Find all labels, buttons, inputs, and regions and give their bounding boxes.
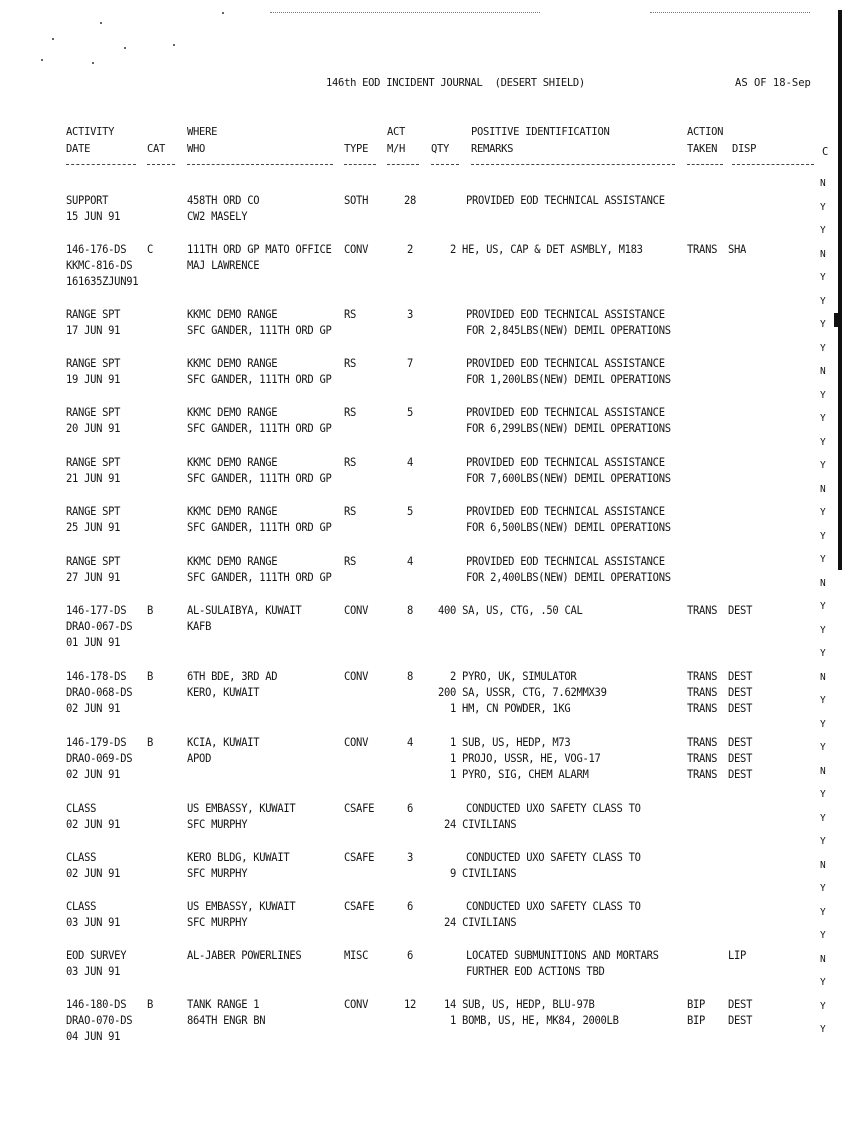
entry-mh: 5 xyxy=(406,406,414,420)
entry-mh: 6 xyxy=(406,900,414,914)
entry-remark-line: PROVIDED EOD TECHNICAL ASSISTANCE xyxy=(466,406,665,420)
margin-flag: Y xyxy=(820,389,826,401)
header-rule xyxy=(732,164,814,165)
entry-action: BIP xyxy=(687,1014,706,1028)
entry-mh: 4 xyxy=(406,555,414,569)
entry-type: CONV xyxy=(344,670,369,684)
scan-speck xyxy=(41,59,43,61)
entry-remark-line: 200 SA, USSR, CTG, 7.62MMX39 xyxy=(438,686,607,700)
margin-flag: Y xyxy=(820,201,826,213)
entry-remark-line: PROVIDED EOD TECHNICAL ASSISTANCE xyxy=(466,308,665,322)
entry-remark-line: CONDUCTED UXO SAFETY CLASS TO xyxy=(466,802,641,816)
entry-where: KKMC DEMO RANGE xyxy=(187,505,278,519)
entry-disp: DEST xyxy=(728,686,753,700)
entry-mh: 5 xyxy=(406,505,414,519)
margin-flag: Y xyxy=(820,742,826,753)
entry-mh: 28 xyxy=(403,194,417,208)
page-title: 146th EOD INCIDENT JOURNAL (DESERT SHIELD) xyxy=(326,77,585,89)
entry-action: TRANS xyxy=(687,670,718,684)
entry-type: MISC xyxy=(344,949,369,963)
entry-remark-line: PROVIDED EOD TECHNICAL ASSISTANCE xyxy=(466,456,665,470)
entry-date: KKMC-816-DS xyxy=(66,259,133,273)
entry-where: TANK RANGE 1 xyxy=(187,998,260,1012)
col-disp-header xyxy=(732,141,756,157)
margin-flag: N xyxy=(820,248,826,260)
entry-activity: RANGE SPT xyxy=(66,456,121,470)
margin-flag: Y xyxy=(820,413,826,424)
entry-cat: B xyxy=(147,604,154,618)
entry-mh: 4 xyxy=(406,456,414,470)
entry-where: US EMBASSY, KUWAIT xyxy=(187,900,296,914)
margin-flag: N xyxy=(820,178,826,189)
entry-mh: 4 xyxy=(406,736,414,750)
entry-type: CSAFE xyxy=(344,802,375,816)
entry-cat: B xyxy=(147,998,154,1012)
entry-disp: DEST xyxy=(728,670,753,684)
entry-remark-line: FOR 7,600LBS(NEW) DEMIL OPERATIONS xyxy=(466,472,671,486)
entry-activity: RANGE SPT xyxy=(66,555,121,569)
entry-where: AL-SULAIBYA, KUWAIT xyxy=(187,604,302,618)
entry-date: DRAO-070-DS xyxy=(66,1014,133,1028)
entry-disp: LIP xyxy=(728,949,747,963)
entry-remark-line: CONDUCTED UXO SAFETY CLASS TO xyxy=(466,900,641,914)
entry-mh: 3 xyxy=(406,851,414,865)
header-rule xyxy=(687,164,723,165)
entry-activity: SUPPORT xyxy=(66,194,109,208)
entry-extra: 01 JUN 91 xyxy=(66,636,121,650)
col-taken-header xyxy=(687,141,717,157)
entry-disp: DEST xyxy=(728,702,753,716)
header-rule xyxy=(431,164,459,165)
margin-flag: N xyxy=(820,953,826,965)
entry-type: RS xyxy=(344,308,357,322)
margin-flag: Y xyxy=(820,319,826,330)
margin-flag: Y xyxy=(820,1024,826,1035)
entry-type: CSAFE xyxy=(344,851,375,865)
entry-remark-line: PROVIDED EOD TECHNICAL ASSISTANCE xyxy=(466,505,665,519)
entry-disp: DEST xyxy=(728,768,753,782)
col-type-label: TYPE xyxy=(344,143,369,155)
entry-mh: 3 xyxy=(406,308,414,322)
entry-cat: B xyxy=(147,736,154,750)
col-who-header xyxy=(187,141,205,157)
margin-flag: Y xyxy=(820,460,826,471)
entry-type: RS xyxy=(344,357,357,371)
col-taken-label: TAKEN xyxy=(687,143,718,155)
entry-remark-line: LOCATED SUBMUNITIONS AND MORTARS xyxy=(466,949,659,963)
margin-flag: Y xyxy=(820,977,826,988)
margin-flag: N xyxy=(820,577,826,589)
entry-type: CONV xyxy=(344,998,369,1012)
entry-activity: RANGE SPT xyxy=(66,505,121,519)
entry-remark-line: 1 HM, CN POWDER, 1KG xyxy=(450,702,571,716)
col-where-header xyxy=(187,124,217,140)
entry-where: 111TH ORD GP MATO OFFICE xyxy=(187,243,332,257)
entry-activity: 146-179-DS xyxy=(66,736,127,750)
entry-date: 27 JUN 91 xyxy=(66,571,121,585)
scan-speck xyxy=(222,12,224,14)
entry-disp: DEST xyxy=(728,1014,753,1028)
margin-flag: N xyxy=(820,366,826,377)
entry-date: 25 JUN 91 xyxy=(66,521,121,535)
entry-disp: DEST xyxy=(728,736,753,750)
entry-mh: 7 xyxy=(406,357,414,371)
margin-flag: Y xyxy=(820,507,826,518)
entry-date: 03 JUN 91 xyxy=(66,916,121,930)
col-activity-label: ACTIVITY xyxy=(66,126,115,138)
entry-where: US EMBASSY, KUWAIT xyxy=(187,802,296,816)
entry-remark-line: 400 SA, US, CTG, .50 CAL xyxy=(438,604,583,618)
entry-disp: DEST xyxy=(728,604,753,618)
margin-flag: Y xyxy=(820,883,826,894)
entry-extra: 02 JUN 91 xyxy=(66,768,121,782)
entry-date: 19 JUN 91 xyxy=(66,373,121,387)
entry-activity: RANGE SPT xyxy=(66,357,121,371)
margin-flag: Y xyxy=(820,930,826,941)
margin-flag: Y xyxy=(820,906,826,918)
entry-disp: SHA xyxy=(728,243,747,257)
entry-mh: 2 xyxy=(406,243,414,257)
col-c-header: C xyxy=(822,146,829,158)
entry-action: TRANS xyxy=(687,752,718,766)
entry-action: TRANS xyxy=(687,736,718,750)
entry-cat: B xyxy=(147,670,154,684)
entry-remark-line: 1 PYRO, SIG, CHEM ALARM xyxy=(450,768,589,782)
entry-type: RS xyxy=(344,505,357,519)
entry-where: KKMC DEMO RANGE xyxy=(187,406,278,420)
entry-remark-line: 24 CIVILIANS xyxy=(444,916,517,930)
entry-mh: 6 xyxy=(406,949,414,963)
entry-date: 15 JUN 91 xyxy=(66,210,121,224)
entry-where: KKMC DEMO RANGE xyxy=(187,308,278,322)
entry-remark-line: FOR 6,500LBS(NEW) DEMIL OPERATIONS xyxy=(466,521,671,535)
entry-remark-line: 2 PYRO, UK, SIMULATOR xyxy=(450,670,577,684)
margin-flag: Y xyxy=(820,530,826,542)
entry-type: RS xyxy=(344,555,357,569)
col-cat-header xyxy=(147,141,165,157)
col-disp-label: DISP xyxy=(732,143,757,155)
margin-flag: N xyxy=(820,765,826,777)
entry-type: CONV xyxy=(344,604,369,618)
entry-date: 03 JUN 91 xyxy=(66,965,121,979)
entry-extra: 04 JUN 91 xyxy=(66,1030,121,1044)
entry-remark-line: FOR 2,400LBS(NEW) DEMIL OPERATIONS xyxy=(466,571,671,585)
col-date-header xyxy=(66,141,90,157)
entry-where: KERO BLDG, KUWAIT xyxy=(187,851,290,865)
col-date-label: DATE xyxy=(66,143,91,155)
entry-where: KCIA, KUWAIT xyxy=(187,736,260,750)
margin-flag: Y xyxy=(820,624,826,636)
col-cat-label: CAT xyxy=(147,143,166,155)
col-type-header xyxy=(344,141,368,157)
entry-mh: 12 xyxy=(403,998,417,1012)
entry-remark-line: 1 BOMB, US, HE, MK84, 2000LB xyxy=(450,1014,619,1028)
entry-who: SFC GANDER, 111TH ORD GP xyxy=(187,373,332,387)
entry-activity: RANGE SPT xyxy=(66,308,121,322)
margin-flag: Y xyxy=(820,436,826,448)
entry-date: DRAO-067-DS xyxy=(66,620,133,634)
entry-activity: EOD SURVEY xyxy=(66,949,127,963)
entry-mh: 8 xyxy=(406,604,414,618)
entry-remark-line: FOR 2,845LBS(NEW) DEMIL OPERATIONS xyxy=(466,324,671,338)
margin-flag: Y xyxy=(820,789,826,800)
scan-speck xyxy=(52,38,54,40)
entry-activity: 146-177-DS xyxy=(66,604,127,618)
entry-activity: CLASS xyxy=(66,900,97,914)
margin-flag: Y xyxy=(820,601,826,612)
scan-speck xyxy=(92,62,94,64)
header-rule xyxy=(471,164,675,165)
margin-flag: Y xyxy=(820,1000,826,1012)
entry-type: SOTH xyxy=(344,194,369,208)
entry-who: SFC GANDER, 111TH ORD GP xyxy=(187,571,332,585)
entry-who: APOD xyxy=(187,752,212,766)
margin-flag: N xyxy=(820,671,826,683)
col-posid-header xyxy=(471,124,610,140)
entry-who: SFC MURPHY xyxy=(187,867,248,881)
entry-remark-line: PROVIDED EOD TECHNICAL ASSISTANCE xyxy=(466,194,665,208)
entry-action: TRANS xyxy=(687,604,718,618)
col-where-label: WHERE xyxy=(187,126,218,138)
entry-activity: CLASS xyxy=(66,802,97,816)
col-act-header xyxy=(387,124,405,140)
entry-who: CW2 MASELY xyxy=(187,210,248,224)
entry-date: 20 JUN 91 xyxy=(66,422,121,436)
entry-who: 864TH ENGR BN xyxy=(187,1014,266,1028)
entry-mh: 6 xyxy=(406,802,414,816)
entry-type: CSAFE xyxy=(344,900,375,914)
margin-flag: N xyxy=(820,859,826,871)
entry-date: 17 JUN 91 xyxy=(66,324,121,338)
entry-activity: 146-178-DS xyxy=(66,670,127,684)
margin-flag: Y xyxy=(820,272,826,283)
margin-flag: Y xyxy=(820,695,826,706)
col-qty-label: QTY xyxy=(431,143,450,155)
entry-activity: 146-176-DS xyxy=(66,243,127,257)
entry-remark-line: FOR 6,299LBS(NEW) DEMIL OPERATIONS xyxy=(466,422,671,436)
col-mh-header xyxy=(387,141,405,157)
scan-speck xyxy=(124,47,126,49)
entry-who: SFC GANDER, 111TH ORD GP xyxy=(187,472,332,486)
as-of-date: AS OF 18-Sep xyxy=(735,77,811,89)
col-who-label: WHO xyxy=(187,143,206,155)
col-qty-header xyxy=(431,141,449,157)
entry-date: 02 JUN 91 xyxy=(66,818,121,832)
entry-where: KKMC DEMO RANGE xyxy=(187,555,278,569)
entry-where: KKMC DEMO RANGE xyxy=(187,357,278,371)
header-rule xyxy=(344,164,376,165)
entry-date: DRAO-068-DS xyxy=(66,686,133,700)
entry-remark-line: CONDUCTED UXO SAFETY CLASS TO xyxy=(466,851,641,865)
entry-disp: DEST xyxy=(728,998,753,1012)
entry-type: CONV xyxy=(344,243,369,257)
entry-where: 458TH ORD CO xyxy=(187,194,260,208)
scan-edge-bar xyxy=(838,10,842,570)
entry-action: BIP xyxy=(687,998,706,1012)
header-rule xyxy=(387,164,419,165)
scan-edge-mark xyxy=(834,313,839,327)
entry-who: KAFB xyxy=(187,620,212,634)
entry-action: TRANS xyxy=(687,243,718,257)
margin-flag: Y xyxy=(820,836,826,847)
entry-who: SFC GANDER, 111TH ORD GP xyxy=(187,324,332,338)
header-rule xyxy=(187,164,333,165)
entry-remark-line: 1 SUB, US, HEDP, M73 xyxy=(450,736,571,750)
entry-date: DRAO-069-DS xyxy=(66,752,133,766)
col-act-label: ACT xyxy=(387,126,406,138)
entry-extra: 02 JUN 91 xyxy=(66,702,121,716)
scan-speck xyxy=(173,44,175,46)
margin-flag: Y xyxy=(820,295,826,307)
scan-speck xyxy=(100,22,102,24)
entry-cat: C xyxy=(147,243,154,257)
entry-action: TRANS xyxy=(687,768,718,782)
entry-activity: RANGE SPT xyxy=(66,406,121,420)
margin-flag: Y xyxy=(820,342,826,354)
entry-remark-line: PROVIDED EOD TECHNICAL ASSISTANCE xyxy=(466,555,665,569)
entry-where: 6TH BDE, 3RD AD xyxy=(187,670,278,684)
entry-remark-line: FOR 1,200LBS(NEW) DEMIL OPERATIONS xyxy=(466,373,671,387)
col-mh-label: M/H xyxy=(387,143,406,155)
entry-remark-line: 1 PROJO, USSR, HE, VOG-17 xyxy=(450,752,601,766)
entry-activity: 146-180-DS xyxy=(66,998,127,1012)
entry-remark-line: PROVIDED EOD TECHNICAL ASSISTANCE xyxy=(466,357,665,371)
entry-action: TRANS xyxy=(687,686,718,700)
entry-who: SFC GANDER, 111TH ORD GP xyxy=(187,521,332,535)
entry-type: RS xyxy=(344,406,357,420)
header-rule xyxy=(147,164,175,165)
col-posid-label: POSITIVE IDENTIFICATION xyxy=(471,126,610,138)
entry-date: 21 JUN 91 xyxy=(66,472,121,486)
entry-extra: 161635ZJUN91 xyxy=(66,275,139,289)
col-remarks-label: REMARKS xyxy=(471,143,514,155)
entry-remark-line: 14 SUB, US, HEDP, BLU-97B xyxy=(444,998,595,1012)
entry-remark-line: 2 HE, US, CAP & DET ASMBLY, M183 xyxy=(450,243,643,257)
header-rule xyxy=(66,164,136,165)
entry-remark-line: 24 CIVILIANS xyxy=(444,818,517,832)
scan-noise xyxy=(650,12,810,15)
entry-disp: DEST xyxy=(728,752,753,766)
entry-remark-line: 9 CIVILIANS xyxy=(450,867,517,881)
col-action-label: ACTION xyxy=(687,126,724,138)
entry-where: KKMC DEMO RANGE xyxy=(187,456,278,470)
col-action-header xyxy=(687,124,723,140)
margin-flag: Y xyxy=(820,554,826,565)
entry-who: SFC GANDER, 111TH ORD GP xyxy=(187,422,332,436)
entry-action: TRANS xyxy=(687,702,718,716)
margin-flag: Y xyxy=(820,225,826,236)
entry-who: SFC MURPHY xyxy=(187,916,248,930)
entry-activity: CLASS xyxy=(66,851,97,865)
col-remarks-header xyxy=(471,141,513,157)
margin-flag: Y xyxy=(820,718,826,730)
scan-noise xyxy=(270,12,540,15)
entry-where: AL-JABER POWERLINES xyxy=(187,949,302,963)
entry-who: MAJ LAWRENCE xyxy=(187,259,260,273)
margin-flag: Y xyxy=(820,648,826,659)
entry-mh: 8 xyxy=(406,670,414,684)
col-activity-header xyxy=(66,124,114,140)
margin-flag: Y xyxy=(820,812,826,824)
entry-type: RS xyxy=(344,456,357,470)
entry-remark-line: FURTHER EOD ACTIONS TBD xyxy=(466,965,605,979)
entry-date: 02 JUN 91 xyxy=(66,867,121,881)
margin-flag: N xyxy=(820,483,826,495)
entry-who: KERO, KUWAIT xyxy=(187,686,260,700)
entry-type: CONV xyxy=(344,736,369,750)
entry-who: SFC MURPHY xyxy=(187,818,248,832)
